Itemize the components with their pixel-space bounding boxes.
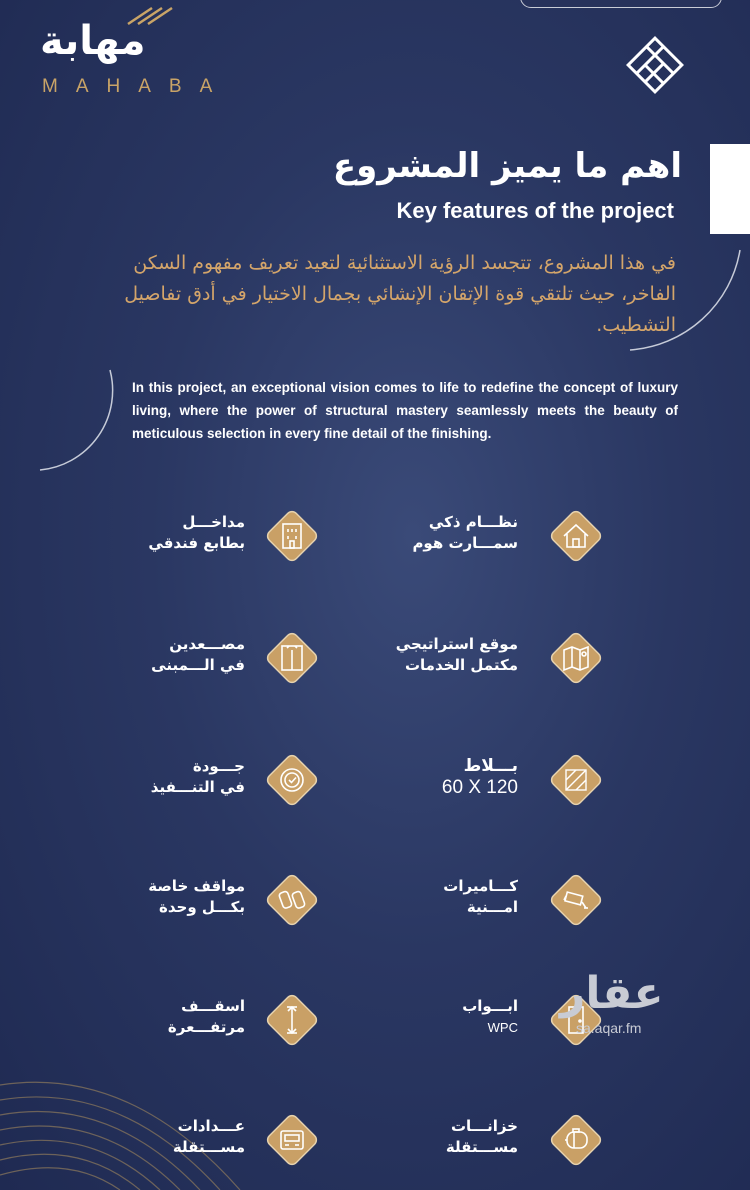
feature-smart-home: [400, 500, 700, 570]
white-side-tab: [710, 144, 750, 234]
section-title-arabic: اهم ما يميز المشروع: [332, 146, 682, 186]
feature-label: مصـــعدين في الـــمبنى: [151, 635, 245, 674]
arc-decoration-left: [0, 360, 140, 490]
security-camera-icon: [546, 870, 606, 930]
meter-icon: [262, 1110, 322, 1170]
elevator-icon: [262, 628, 322, 688]
feature-label: مداخـــل بطابع فندقي: [148, 513, 245, 552]
watermark-url: sa.aqar.fm: [576, 1020, 642, 1036]
tiles-icon: [546, 750, 606, 810]
feature-label: كـــاميرات امـــنية: [443, 877, 518, 916]
brand-name-arabic: مهابة: [40, 18, 146, 64]
feature-label: خزانـــات مســـتقلة: [445, 1117, 518, 1156]
developer-logo-icon: [624, 32, 686, 98]
map-location-icon: [546, 628, 606, 688]
intro-text-arabic: في هذا المشروع، تتجسد الرؤية الاستثنائية لتعيد تعريف مفهوم السكن الفاخر، حيث تلتقي قوة الإتقان الإنشائي بجمال الاختيار في أدق تفاصيل التشطيب.: [124, 252, 676, 336]
feature-label: موقع استراتيجي مكتمل الخدمات: [395, 635, 518, 674]
smart-home-icon: [546, 506, 606, 566]
section-title-english: Key features of the project: [396, 198, 674, 223]
feature-strategic-location: [395, 622, 700, 692]
feature-tiles: [400, 744, 700, 814]
top-pill-decoration: [520, 0, 722, 8]
brand-name-english: MAHABA: [42, 76, 231, 97]
feature-high-ceilings: [140, 984, 440, 1054]
feature-security-cameras: [400, 864, 700, 934]
feature-label: عـــدادات مســـتقلة: [172, 1117, 245, 1156]
intro-text-english: In this project, an exceptional vision comes to life to redefine the concept of luxury living, where the power of structural mastery seamlessly meets the beauty of meticulous selection in every fine detail of the finishing.: [132, 380, 678, 441]
feature-hotel-entrances: [140, 500, 440, 570]
feature-independent-tanks: [400, 1104, 700, 1174]
water-tank-icon: [546, 1110, 606, 1170]
feature-private-parking: [140, 864, 440, 934]
ceiling-height-icon: [262, 990, 322, 1050]
feature-label: اسقـــف مرتفـــعرة: [167, 997, 245, 1036]
hotel-building-icon: [262, 506, 322, 566]
car-parking-icon: [262, 870, 322, 930]
feature-independent-meters: [140, 1104, 440, 1174]
feature-quality-execution: [140, 744, 440, 814]
watermark-logo-text: عقار: [560, 968, 664, 1019]
quality-badge-icon: [262, 750, 322, 810]
feature-label: بـــلاط 60 X 120: [441, 756, 518, 798]
feature-label: ابـــواب WPC: [462, 997, 518, 1035]
feature-label: نظـــام ذكي سمـــارت هوم: [412, 513, 518, 552]
feature-label: جـــودة في التنـــفيذ: [150, 757, 245, 796]
feature-label: مواقف خاصة بكـــل وحدة: [148, 877, 245, 916]
